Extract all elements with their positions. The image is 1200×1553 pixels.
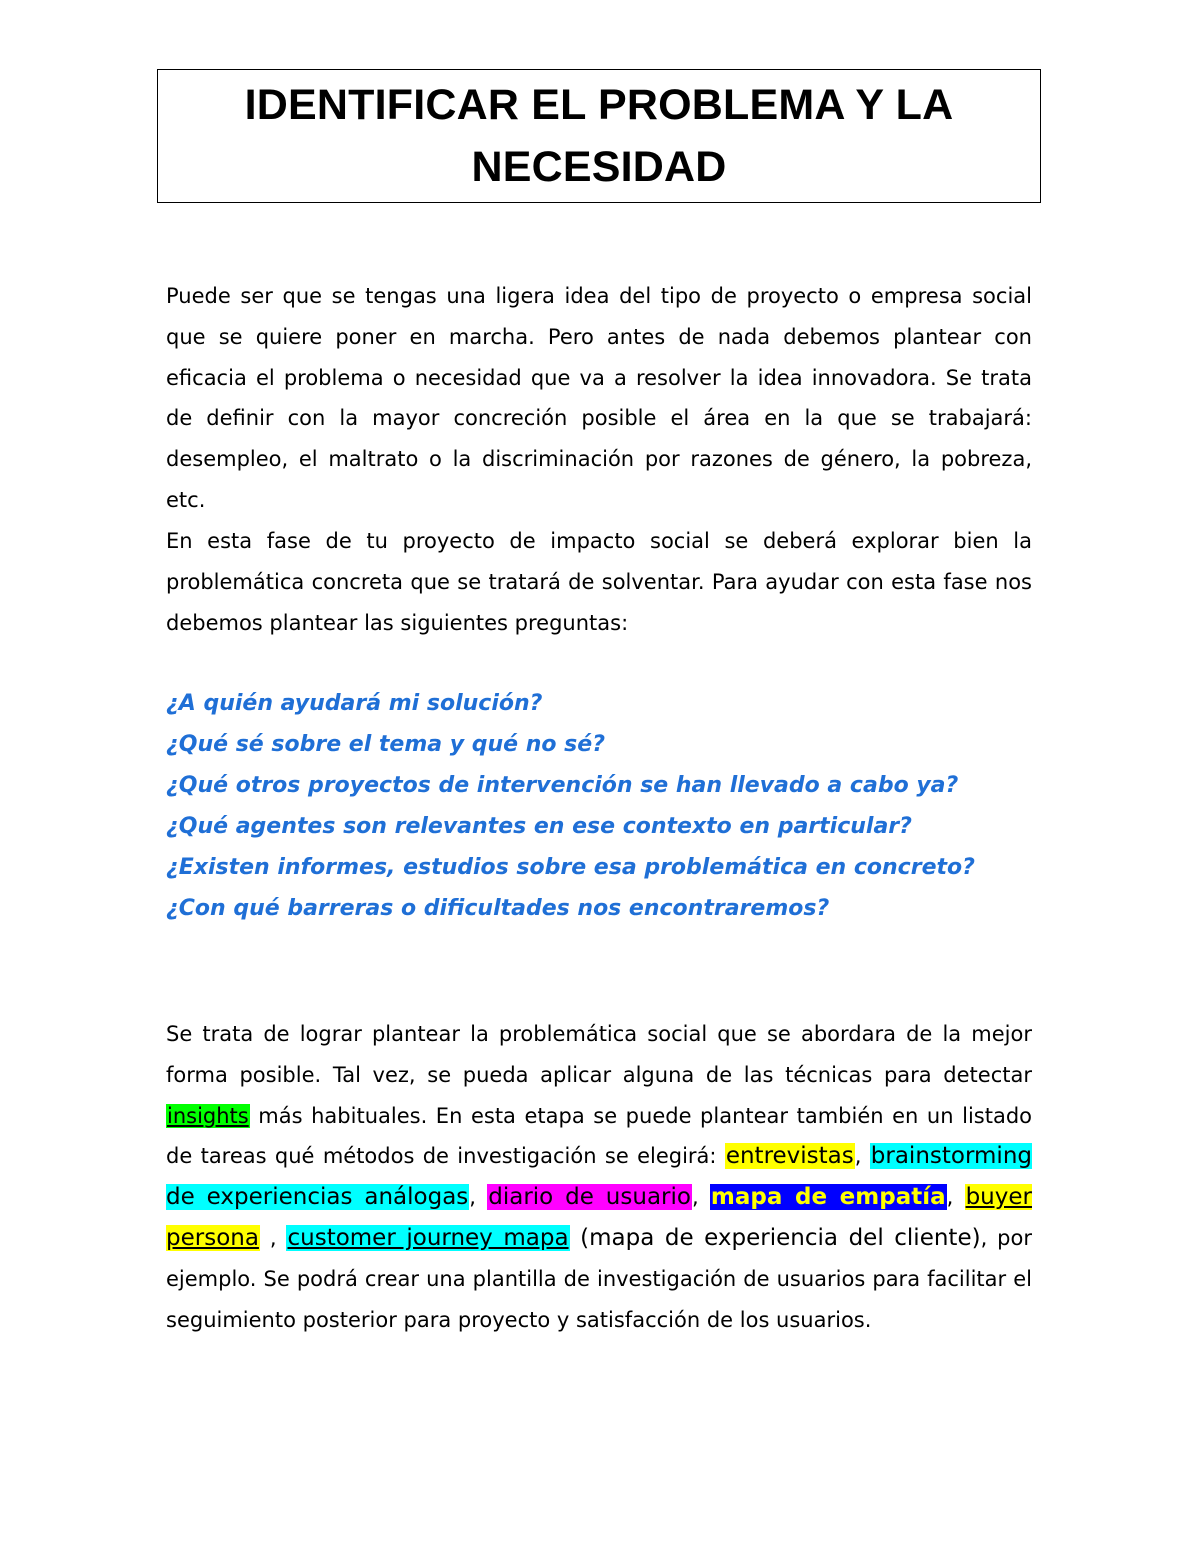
highlight-diario-usuario: diario de usuario bbox=[488, 1184, 691, 1211]
page-title-line-2: NECESIDAD bbox=[471, 143, 727, 191]
separator: , bbox=[469, 1185, 488, 1210]
methods-paragraph bbox=[166, 1014, 1032, 1340]
methods-text-4: , por ejemplo. Se podrá crear una plantilla de investigación de usuarios para facilitar el seguimiento posterior para proyecto y satisfacción de los usuarios. bbox=[166, 1225, 1032, 1332]
questions-list bbox=[166, 683, 1032, 929]
highlight-entrevistas: entrevistas bbox=[725, 1143, 854, 1170]
page-title-line-1: IDENTIFICAR EL PROBLEMA Y LA bbox=[244, 81, 954, 129]
question-item: ¿A quién ayudará mi solución? bbox=[166, 691, 543, 716]
highlight-brainstorming: brainstorming de experiencias análogas bbox=[166, 1143, 1032, 1211]
question-item: ¿Qué otros proyectos de intervención se han llevado a cabo ya? bbox=[166, 773, 959, 798]
question-item: ¿Con qué barreras o dificultades nos encontraremos? bbox=[166, 896, 830, 921]
highlight-insights: insights bbox=[167, 1103, 249, 1128]
question-item: ¿Qué sé sobre el tema y qué no sé? bbox=[166, 732, 605, 757]
question-item: ¿Existen informes, estudios sobre esa problemática en concreto? bbox=[166, 855, 975, 880]
methods-text-1: Se trata de lograr plantear la problemática social que se abordara de la mejor forma posible. Tal vez, se pueda aplicar alguna de las técnicas para detectar bbox=[166, 1022, 1032, 1087]
intro-paragraph: Puede ser que se tengas una ligera idea del tipo de proyecto o empresa social que se quiere poner en marcha. Pero antes de nada debemos plantear con eficacia el problema o necesidad que va a resolver la idea innovadora. Se trata de definir con la mayor concreción posible el área en la que se trabajará: desempleo, el maltrato o la discriminación por razones de género, la pobreza, etc. bbox=[166, 284, 1032, 512]
highlight-mapa-empatia: mapa de empatía bbox=[710, 1184, 946, 1211]
separator: , bbox=[259, 1225, 287, 1250]
separator: , bbox=[854, 1144, 870, 1169]
highlight-buyer-persona: buyer persona bbox=[166, 1184, 1032, 1251]
phase-paragraph: En esta fase de tu proyecto de impacto social se deberá explorar bien la problemática concreta que se tratará de solventar. Para ayudar con esta fase nos debemos plantear las siguientes preguntas: bbox=[166, 529, 1032, 635]
methods-text-2: más habituales. En esta etapa se puede plantear también en un listado de tareas qué métodos de investigación se elegirá: bbox=[166, 1103, 1032, 1169]
separator: , bbox=[691, 1185, 710, 1210]
question-item: ¿Qué agentes son relevantes en ese contexto en particular? bbox=[166, 814, 912, 839]
title-box bbox=[157, 69, 1041, 203]
separator: , bbox=[946, 1185, 965, 1210]
highlight-customer-journey: customer journey mapa bbox=[287, 1224, 569, 1251]
methods-text-3: (mapa de experiencia del cliente) bbox=[569, 1224, 981, 1251]
